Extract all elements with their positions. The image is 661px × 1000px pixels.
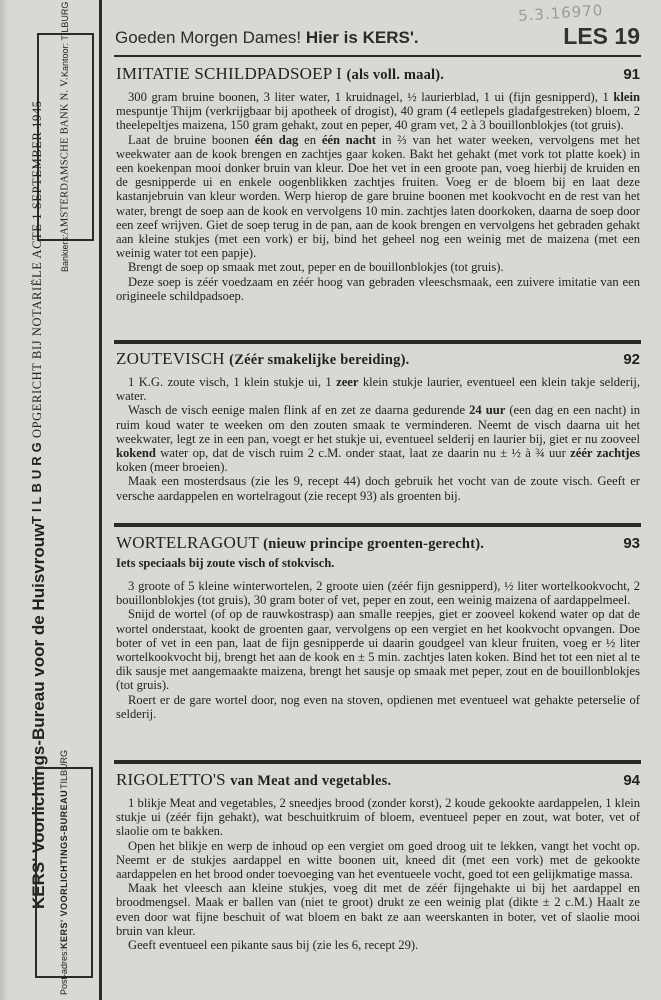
recipe-paragraph <box>116 938 640 952</box>
page-edge-shadow <box>0 0 8 1000</box>
recipe-paragraph <box>116 881 640 938</box>
recipe-paragraph <box>116 133 640 261</box>
recipe-title <box>116 533 484 553</box>
text-run: Laat de bruine boonen <box>128 132 255 147</box>
greeting: Goeden Morgen Dames! <box>115 28 302 47</box>
text-run: koken (meer broeien). <box>116 460 228 475</box>
recipe-91 <box>116 64 640 303</box>
recipe-paragraph <box>116 693 640 721</box>
text-run: Deze soep is zéér voedzaam en zéér hoog van gebraden vleeschsmaak, een zuivere imitatie van een origineele schildpadsoep. <box>116 274 640 303</box>
section-divider <box>114 760 641 764</box>
recipe-paragraph <box>116 90 640 133</box>
postal-address-box <box>35 750 93 995</box>
postal-label: Post-adres: <box>59 948 69 995</box>
text-run: 300 gram bruine boonen, 3 liter water, 1 kruidnagel, ½ laurierblad, 1 ui (fijn gesnipperd), 1 <box>128 90 614 104</box>
section-divider <box>114 523 641 527</box>
emphasis-text: klein <box>613 90 640 104</box>
recipe-paragraph <box>116 579 640 607</box>
recipe-paragraph <box>116 607 640 692</box>
text-run: Roert er de gare wortel door, nog even na stoven, opdienen met eventueel wat gehakte peterselie of selderij. <box>116 692 640 721</box>
emphasis-text: kokend <box>116 446 156 461</box>
recipe-92 <box>116 349 640 503</box>
section-divider <box>114 340 641 344</box>
text-run: en <box>298 132 322 147</box>
handwritten-archive-number: 5.3.16970 <box>517 1 604 25</box>
recipe-title <box>116 349 409 369</box>
recipe-number: 94 <box>623 772 640 789</box>
recipe-number: 92 <box>623 351 640 368</box>
recipe-name: RIGOLETTO'S <box>116 770 226 789</box>
emphasis-text: één dag <box>254 132 299 147</box>
organization-founding: OPGERICHT BIJ NOTARIËLE ACTE 1 SEPTEMBER 1945 <box>30 100 44 439</box>
text-run: mespuntje Thijm (verkrijgbaar bij apotheek of drogist), 40 gram (4 eetlepels gladafgestreken) bloem, 2 theelepeltjes maizena, 150 gram gehakt, zout en peper, 40 gram vet, 2 à 3 bouillonblokjes (tot gruis). <box>116 104 640 133</box>
recipe-94 <box>116 770 640 952</box>
recipe-name: WORTELRAGOUT <box>116 533 259 552</box>
text-run: 1 blikje Meat and vegetables, 2 sneedjes brood (zonder korst), 2 koude gekookte aardappelen, 1 klein stukje ui (zéér fijn gehakt), wat beschuitkruim of bloem, eventueel peper en zout, wat boter, vet of slaolie om te bakken. <box>116 796 640 839</box>
text-run: 1 K.G. zoute visch, 1 klein stukje ui, 1 <box>128 375 337 389</box>
page-header <box>115 20 640 50</box>
recipe-subtitle: (als voll. maal). <box>346 67 445 83</box>
text-run: water op, dat de visch ruim 2 c.M. onder staat, laat ze daarin nu ± ½ à ¾ uur <box>155 446 571 461</box>
lesson-number: LES 19 <box>563 23 640 49</box>
text-run: Geeft eventueel een pikante saus bij (zie les 6, recept 29). <box>128 938 419 953</box>
recipe-paragraph <box>116 260 640 274</box>
text-run: Snijd de wortel (of op de rauwkostrasp) aan smalle reepjes, giet er zooveel kokend water op dat de wortel onderstaat, kookt de groenten gaar, vervolgens op een vergiet en het kookvocht opvangen. Doe boter of vet in een pan, laat de fijn gesnipperde ui daarin goudgeel van kleur fruiten, voeg er ½ liter wortelkookvocht bij, brengt het aan de kook en ± 5 min. zachtjes laten koken. Bind het tot een niet al te dik sausje met aangemaakte maizena, brengt het sausje op smaak met peper, zout en de bouillonblokjes (tot gruis). <box>116 607 640 693</box>
recipe-number: 91 <box>623 66 640 83</box>
greeting-line <box>115 28 419 48</box>
recipe-title-row <box>116 349 640 369</box>
recipe-paragraph <box>116 474 640 502</box>
text-run: Open het blikje en werp de inhoud op een vergiet om goed droog uit te lekken, vangt het vocht op. Neemt er de stukjes aardappel en witte boonen uit, kneed dit (met een vork) met de gekookte aardappelen en het brood onder toevoeging van het eventueele vocht, goed tot een gelijkmatige massa. <box>116 838 640 882</box>
brand-line: Hier is KERS'. <box>305 28 419 47</box>
banker-office: Kantoor: TILBURG <box>60 1 70 78</box>
banker-label: Bankiers: <box>60 234 70 273</box>
emphasis-text: zeer <box>336 375 359 389</box>
recipe-title-row <box>116 533 640 553</box>
banker-name: AMSTERDAMSCHE BANK N. V. <box>59 77 71 235</box>
text-run: Wasch de visch eenige malen flink af en zet ze daarna gedurende <box>128 403 470 418</box>
recipe-title-row <box>116 770 640 790</box>
recipe-93 <box>116 533 640 721</box>
organization-city: TILBURG <box>29 438 44 525</box>
recipe-name: ZOUTEVISCH <box>116 349 225 368</box>
emphasis-text: zéér zachtjes <box>570 446 640 461</box>
recipe-paragraph <box>116 839 640 882</box>
recipe-paragraph <box>116 403 640 474</box>
text-run: klein stukje laurier, eventueel een klein takje selderij, water. <box>116 375 640 404</box>
text-run: Brengt de soep op smaak met zout, peper en de bouillonblokjes (tot gruis). <box>128 260 504 275</box>
recipe-number: 93 <box>623 535 640 552</box>
recipe-paragraph <box>116 375 640 403</box>
recipe-subtitle: (nieuw principe groenten-gerecht). <box>263 536 485 552</box>
recipe-subtitle: van Meat and vegetables. <box>230 773 392 789</box>
recipe-paragraph <box>116 275 640 303</box>
text-run: Maak een mosterdsaus (zie les 9, recept 44) doch gebruik het vocht van de zoute visch. Geeft er versche aardappelen en wortelragout (zie recept 93) als groenten bij. <box>116 474 640 503</box>
recipe-paragraph <box>116 796 640 839</box>
recipe-name: IMITATIE SCHILDPADSOEP I <box>116 64 343 83</box>
text-run: Maak het vleesch aan kleine stukjes, voeg dit met de zéér fijngehakte ui bij het aardappel en broodmengsel. Maak er ballen van (niet te groot) drukt ze een weinig plat (dikte ± 2 c.M.) Haalt ze even door wat fijne beschuit of wat bloem en bakt ze aan weerskanten in boter, vet of slaolie mooi bruin van kleur. <box>116 881 640 938</box>
text-run: 3 groote of 5 kleine winterwortelen, 2 groote uien (zéér fijn gesnipperd), ½ liter wortelkookvocht, 2 bouillonblokjes (tot gruis), 30 gram boter of vet, peper en zout, een weinig maizena of aardappelmeel. <box>116 579 640 608</box>
recipe-title <box>116 770 391 790</box>
postal-name: KERS' VOORLICHTINGS-BUREAU <box>59 789 69 949</box>
organization-name: KERS' Voorlichtings-Bureau voor de Huisvrouw <box>29 524 48 910</box>
text-run: (een dag en een nacht) in ruim koud water te weeken om den zouten smaak te verminderen. Neemt de visch daarna uit het weekwater, legt ze in een pan, voegt er het stukje ui, eventueel selderij en laurier bij, giet er nu zooveel <box>116 403 640 446</box>
recipe-tagline: Iets speciaals bij zoute visch of stokvisch. <box>116 556 335 570</box>
emphasis-text: één nacht <box>321 132 376 147</box>
recipe-title-row <box>116 64 640 84</box>
text-run: in ⅔ van het water weeken, vervolgens met het weekwater aan de kook brengen en zachtjes gaar koken. Bakt het gehakt (met vork tot platte koek) in een koekenpan mooi donker bruin van kleur. Doe het vet in een groote pan, voeg hierbij de kruiden en de gesnipperde ui en enkele oogenblikken zachtjes fruiten. Voeg er de bloem bij en laat deze kastanjebruin van kleur worden. Werp hierop de gare bruine boonen met kookvocht en de rest van het water, brengt de soep aan de kook en vervolgens 10 min. zachtjes laten doorkoken, daarna de soep door een zeef wrijven. Giet de soep terug in de pan, aan de kook brengen en vervolgens het gebraden gehakt aan kleine stukjes (met een vork) er bij, bind het geheel nog een weinig met de maizena (met een weinig water tot een papje). <box>116 132 641 261</box>
recipe-title <box>116 64 444 84</box>
header-rule <box>114 55 641 57</box>
recipe-subtitle: (Zéér smakelijke bereiding). <box>229 352 410 368</box>
emphasis-text: 24 uur <box>469 403 506 418</box>
postal-city: TILBURG <box>59 750 69 790</box>
